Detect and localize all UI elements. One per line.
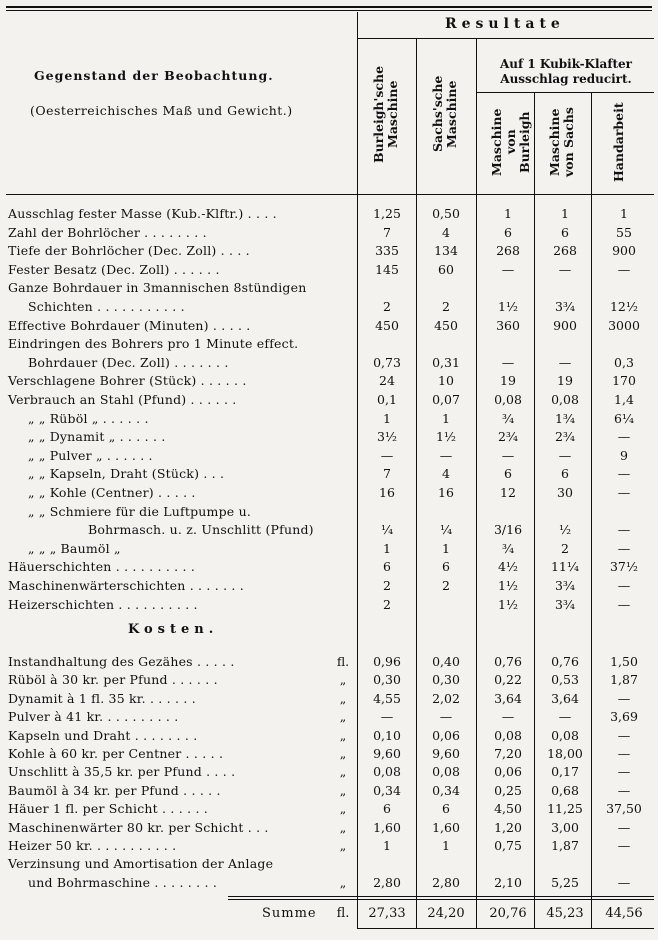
- row-cell-2: 1: [442, 410, 450, 426]
- row-label: „ „ Pulver „ . . . . . .: [28, 447, 153, 463]
- row-label: Heizer 50 kr. . . . . . . . . . .: [8, 838, 177, 853]
- row-cell-3: 19: [500, 373, 516, 389]
- row-cell-3: 1½: [497, 299, 519, 314]
- table-row: [0, 371, 658, 390]
- row-cell-3: 0,22: [494, 672, 522, 688]
- col5-header: Handarbeit: [611, 102, 626, 182]
- table-row: [0, 278, 658, 297]
- row-cell-1: 6: [383, 559, 391, 575]
- row-cell-2: 4: [442, 466, 450, 482]
- table-row: [0, 539, 658, 558]
- table-row: [0, 334, 658, 353]
- row-label: Dynamit à 1 fl. 35 kr. . . . . . .: [8, 690, 196, 706]
- row-cell-1: 1: [383, 838, 391, 853]
- row-unit: „: [339, 874, 347, 890]
- row-label: Schichten . . . . . . . . . . .: [28, 299, 185, 314]
- row-cell-1: 2: [383, 596, 391, 612]
- kosten-heading: Kosten.: [128, 622, 219, 637]
- row-cell-3: 1½: [497, 578, 519, 593]
- row-cell-2: 0,50: [432, 206, 460, 221]
- row-cell-1: 16: [379, 485, 395, 500]
- row-cell-5: —: [617, 540, 631, 556]
- row-cell-3: 12: [500, 485, 516, 500]
- row-cell-1: 7: [383, 224, 391, 240]
- row-cell-3: —: [501, 447, 515, 463]
- row-cell-3: 2,10: [494, 874, 522, 890]
- row-cell-2: 2: [442, 299, 450, 314]
- row-cell-3: 0,08: [494, 392, 522, 407]
- row-label: „ „ Schmiere für die Luftpumpe u.: [28, 503, 252, 519]
- row-unit: „: [339, 709, 347, 725]
- row-cell-4: 0,08: [551, 392, 579, 407]
- row-cell-1: 1,60: [373, 819, 401, 835]
- row-unit: „: [339, 727, 347, 743]
- row-cell-2: 1,60: [432, 819, 460, 835]
- row-cell-3: 1: [504, 206, 512, 221]
- row-cell-3: 0,76: [494, 654, 522, 669]
- row-label: Eindringen des Bohrers pro 1 Minute effect.: [8, 336, 299, 352]
- row-cell-4: —: [558, 447, 572, 463]
- row-cell-5: 1,50: [610, 654, 638, 669]
- row-label: Häuerschichten . . . . . . . . . .: [8, 559, 196, 575]
- row-cell-4: 5,25: [551, 874, 579, 890]
- row-cell-2: 1: [442, 838, 450, 853]
- row-cell-4: 18,00: [547, 746, 583, 761]
- row-cell-4: 2¾: [554, 429, 576, 445]
- kosten-row: [0, 744, 658, 763]
- kosten-row: [0, 799, 658, 818]
- row-cell-4: 0,68: [551, 782, 579, 798]
- row-cell-4: 30: [557, 485, 573, 500]
- row-cell-4: —: [558, 354, 572, 370]
- kosten-row: [0, 873, 658, 892]
- row-cell-5: —: [617, 782, 631, 798]
- row-cell-4: 1,87: [551, 838, 579, 853]
- row-label: Maschinenwärter 80 kr. per Schicht . . .: [8, 819, 269, 835]
- row-cell-5: —: [617, 261, 631, 277]
- row-cell-4: 3¾: [554, 596, 576, 612]
- row-unit: „: [339, 672, 347, 688]
- table-row: [0, 502, 658, 521]
- row-cell-1: —: [380, 709, 394, 725]
- row-label: Häuer 1 fl. per Schicht . . . . . .: [8, 801, 208, 817]
- row-cell-1: 0,34: [373, 782, 401, 798]
- row-label: Ganze Bohrdauer in 3mannischen 8stündigen: [8, 280, 307, 296]
- row-cell-3: 0,25: [494, 782, 522, 798]
- row-cell-1: 6: [383, 801, 391, 817]
- row-cell-4: 3,64: [551, 690, 579, 706]
- summe-c2: 24,20: [427, 906, 465, 921]
- row-label: „ „ „ Baumöl „: [28, 540, 121, 556]
- row-cell-1: 0,1: [377, 392, 397, 407]
- row-cell-2: 2: [442, 578, 450, 593]
- row-cell-2: 10: [438, 373, 454, 389]
- row-cell-5: 9: [620, 447, 628, 463]
- row-label: Verbrauch an Stahl (Pfund) . . . . . .: [8, 392, 237, 407]
- summe-row: [0, 903, 658, 925]
- row-cell-5: 37½: [609, 559, 639, 575]
- row-cell-2: 2,80: [432, 874, 460, 890]
- row-unit: „: [339, 838, 347, 853]
- row-cell-1: —: [380, 447, 394, 463]
- row-cell-4: 268: [553, 243, 577, 259]
- row-cell-4: 11,25: [547, 801, 583, 817]
- col2-header: Sachs'sche Maschine: [430, 75, 459, 153]
- table-row: [0, 520, 658, 539]
- row-cell-5: —: [617, 596, 631, 612]
- row-cell-5: —: [617, 746, 631, 761]
- row-cell-5: 3,69: [610, 709, 638, 725]
- table-row: [0, 204, 658, 223]
- row-label: Unschlitt à 35,5 kr. per Pfund . . . .: [8, 764, 236, 780]
- col1-header: Burleigh'sche Maschine: [371, 65, 400, 163]
- row-cell-1: 0,08: [373, 764, 401, 780]
- table-row: [0, 595, 658, 614]
- row-cell-5: —: [617, 764, 631, 780]
- row-cell-5: —: [617, 819, 631, 835]
- row-cell-4: 6: [561, 224, 569, 240]
- table-row: [0, 316, 658, 335]
- row-label: Zahl der Bohrlöcher . . . . . . . .: [8, 224, 207, 240]
- row-cell-5: —: [617, 485, 631, 500]
- row-cell-2: 0,07: [432, 392, 460, 407]
- row-cell-5: 1,87: [610, 672, 638, 688]
- row-unit: „: [339, 782, 347, 798]
- row-cell-3: 6: [504, 466, 512, 482]
- row-cell-4: —: [558, 261, 572, 277]
- kosten-row: [0, 689, 658, 708]
- row-label: Verschlagene Bohrer (Stück) . . . . . .: [8, 373, 247, 389]
- row-cell-1: 335: [375, 243, 399, 259]
- row-cell-2: 0,40: [432, 654, 460, 669]
- row-cell-3: 3,64: [494, 690, 522, 706]
- row-cell-4: 0,53: [551, 672, 579, 688]
- row-label: Pulver à 41 kr. . . . . . . . . .: [8, 709, 179, 725]
- summe-c1: 27,33: [368, 906, 406, 921]
- row-cell-5: —: [617, 838, 631, 853]
- row-cell-3: 0,08: [494, 727, 522, 743]
- row-cell-4: 0,08: [551, 727, 579, 743]
- row-cell-4: 1¾: [554, 410, 576, 426]
- table-row: [0, 260, 658, 279]
- table-row: [0, 223, 658, 242]
- row-cell-1: 1: [383, 540, 391, 556]
- table-row: [0, 241, 658, 260]
- row-cell-3: 7,20: [494, 746, 522, 761]
- row-cell-1: 2: [383, 299, 391, 314]
- row-label: „ „ Dynamit „ . . . . . .: [28, 429, 166, 445]
- row-cell-4: ½: [558, 522, 572, 538]
- table-row: [0, 557, 658, 576]
- row-unit: „: [339, 819, 347, 835]
- row-cell-2: 6: [442, 559, 450, 575]
- row-cell-5: 6¼: [613, 410, 635, 426]
- row-unit: „: [339, 801, 347, 817]
- table-row: [0, 353, 658, 372]
- row-cell-5: —: [617, 429, 631, 445]
- row-cell-2: 0,30: [432, 672, 460, 688]
- row-cell-2: 1: [442, 540, 450, 556]
- summe-c3: 20,76: [489, 906, 527, 921]
- row-cell-5: 1: [620, 206, 628, 221]
- row-cell-5: 1,4: [614, 392, 634, 407]
- row-cell-2: 0,06: [432, 727, 460, 743]
- row-cell-5: 0,3: [614, 354, 634, 370]
- row-cell-5: —: [617, 690, 631, 706]
- row-cell-1: 4,55: [373, 690, 401, 706]
- row-cell-4: 3¾: [554, 299, 576, 314]
- bottom-rule: [357, 928, 654, 929]
- row-cell-3: —: [501, 709, 515, 725]
- row-label: Maschinenwärterschichten . . . . . . .: [8, 578, 244, 593]
- row-cell-5: —: [617, 522, 631, 538]
- row-cell-1: 0,96: [373, 654, 401, 669]
- row-label: Effective Bohrdauer (Minuten) . . . . .: [8, 317, 251, 333]
- row-cell-3: 268: [496, 243, 520, 259]
- row-cell-3: 4½: [497, 559, 519, 575]
- row-label: Rüböl à 30 kr. per Pfund . . . . . .: [8, 672, 218, 688]
- kosten-row: [0, 854, 658, 873]
- row-cell-4: 2: [561, 540, 569, 556]
- row-label: Tiefe der Bohrlöcher (Dec. Zoll) . . . .: [8, 243, 250, 259]
- row-cell-5: —: [617, 578, 631, 593]
- row-cell-2: —: [439, 447, 453, 463]
- row-cell-3: —: [501, 354, 515, 370]
- row-cell-2: 0,34: [432, 782, 460, 798]
- row-label: Baumöl à 34 kr. per Pfund . . . . .: [8, 782, 221, 798]
- row-cell-2: 0,31: [432, 354, 460, 370]
- row-cell-3: 6: [504, 224, 512, 240]
- row-cell-5: 170: [612, 373, 636, 389]
- row-cell-2: 60: [438, 261, 454, 277]
- row-cell-3: 1,20: [494, 819, 522, 835]
- kosten-row: [0, 836, 658, 855]
- row-label: Bohrdauer (Dec. Zoll) . . . . . . .: [28, 354, 229, 370]
- row-cell-1: 2,80: [373, 874, 401, 890]
- row-cell-3: ¾: [501, 540, 515, 556]
- row-cell-1: 3½: [376, 429, 398, 445]
- row-cell-3: 360: [496, 317, 520, 333]
- kosten-row: [0, 707, 658, 726]
- row-cell-2: 2,02: [432, 690, 460, 706]
- kosten-row: [0, 726, 658, 745]
- row-label: „ „ Rüböl „ . . . . . .: [28, 410, 149, 426]
- row-cell-4: 0,76: [551, 654, 579, 669]
- row-cell-1: 9,60: [373, 746, 401, 761]
- gegenstand-heading: Gegenstand der Beobachtung.: [34, 68, 274, 83]
- row-cell-5: 12½: [609, 299, 639, 314]
- kosten-row: [0, 652, 658, 671]
- row-label: „ „ Kohle (Centner) . . . . .: [28, 485, 196, 500]
- row-cell-4: 3,00: [551, 819, 579, 835]
- row-cell-2: 4: [442, 224, 450, 240]
- row-unit: „: [339, 690, 347, 706]
- row-cell-4: 3¾: [554, 578, 576, 593]
- top-rule: [6, 6, 652, 8]
- row-cell-5: —: [617, 466, 631, 482]
- row-cell-2: 134: [434, 243, 458, 259]
- row-cell-3: 2¾: [497, 429, 519, 445]
- row-cell-1: 0,30: [373, 672, 401, 688]
- row-cell-2: ¼: [439, 522, 453, 538]
- summe-c5: 44,56: [605, 906, 643, 921]
- row-cell-4: 19: [557, 373, 573, 389]
- row-cell-1: 145: [375, 261, 399, 277]
- row-label: Kapseln und Draht . . . . . . . .: [8, 727, 198, 743]
- table-row: [0, 297, 658, 316]
- row-cell-2: 6: [442, 801, 450, 817]
- resultate-underline: [357, 38, 654, 39]
- row-cell-1: 450: [375, 317, 399, 333]
- row-cell-3: 0,75: [494, 838, 522, 853]
- kosten-row: [0, 762, 658, 781]
- row-cell-3: —: [501, 261, 515, 277]
- masseinheit-note: (Oesterreichisches Maß und Gewicht.): [30, 103, 293, 118]
- row-label: Ausschlag fester Masse (Kub.-Klftr.) . . . .: [8, 206, 277, 221]
- row-cell-1: 24: [379, 373, 395, 389]
- reduced-heading: Auf 1 Kubik-Klafter Ausschlag reducirt.: [500, 57, 632, 86]
- row-cell-2: —: [439, 709, 453, 725]
- row-cell-4: —: [558, 709, 572, 725]
- row-cell-1: ¼: [380, 522, 394, 538]
- col4-header: Maschine von Sachs: [547, 107, 576, 177]
- row-unit: „: [339, 764, 347, 780]
- row-cell-1: 7: [383, 466, 391, 482]
- row-cell-5: 37,50: [606, 801, 642, 817]
- row-label: Heizerschichten . . . . . . . . . .: [8, 596, 198, 612]
- row-cell-3: 0,06: [494, 764, 522, 780]
- summe-unit: fl.: [336, 906, 350, 921]
- table-row: [0, 409, 658, 428]
- row-cell-3: ¾: [501, 410, 515, 426]
- row-cell-1: 1,25: [373, 206, 401, 221]
- row-cell-1: 0,73: [373, 354, 401, 370]
- row-cell-3: 1½: [497, 596, 519, 612]
- row-cell-3: 3/16: [493, 522, 523, 538]
- row-cell-1: 0,10: [373, 727, 401, 743]
- table-row: [0, 446, 658, 465]
- summe-label: Summe: [262, 906, 317, 921]
- row-cell-2: 9,60: [432, 746, 460, 761]
- row-unit: „: [339, 746, 347, 761]
- table-row: [0, 464, 658, 483]
- row-label: Verzinsung und Amortisation der Anlage: [8, 856, 274, 872]
- kosten-row: [0, 670, 658, 689]
- row-cell-2: 0,08: [432, 764, 460, 780]
- row-cell-5: —: [617, 727, 631, 743]
- row-cell-2: 450: [434, 317, 458, 333]
- row-cell-1: 1: [383, 410, 391, 426]
- row-cell-4: 900: [553, 317, 577, 333]
- row-cell-4: 6: [561, 466, 569, 482]
- kosten-row: [0, 818, 658, 837]
- resultate-heading: Resultate: [445, 16, 565, 32]
- table-row: [0, 427, 658, 446]
- top-rule-thin: [6, 10, 652, 11]
- row-cell-4: 11¼: [550, 559, 580, 575]
- row-cell-2: 1½: [435, 429, 457, 445]
- row-cell-4: 0,17: [551, 764, 579, 780]
- row-cell-5: 900: [612, 243, 636, 259]
- header-bottom-rule: [6, 194, 654, 195]
- table-row: [0, 576, 658, 595]
- row-label: Bohrmasch. u. z. Unschlitt (Pfund): [88, 522, 314, 538]
- row-label: Kohle à 60 kr. per Centner . . . . .: [8, 746, 224, 761]
- kosten-row: [0, 781, 658, 800]
- table-row: [0, 390, 658, 409]
- row-label: Fester Besatz (Dec. Zoll) . . . . . .: [8, 261, 220, 277]
- row-cell-1: 2: [383, 578, 391, 593]
- row-cell-2: 16: [438, 485, 454, 500]
- row-label: „ „ Kapseln, Draht (Stück) . . .: [28, 466, 225, 482]
- summe-c4: 45,23: [546, 906, 584, 921]
- row-cell-4: 1: [561, 206, 569, 221]
- row-label: Instandhaltung des Gezähes . . . . .: [8, 654, 235, 669]
- col3-header: Maschine von Burleigh: [489, 108, 532, 176]
- row-unit: fl.: [336, 654, 350, 669]
- table-row: [0, 483, 658, 502]
- summe-rule-1: [228, 896, 654, 897]
- reduced-underline: [477, 92, 654, 93]
- row-cell-5: 55: [616, 224, 632, 240]
- row-cell-5: —: [617, 874, 631, 890]
- row-cell-3: 4,50: [494, 801, 522, 817]
- row-cell-5: 3000: [608, 317, 640, 333]
- summe-rule-2: [228, 899, 654, 900]
- row-label: und Bohrmaschine . . . . . . . .: [28, 874, 218, 890]
